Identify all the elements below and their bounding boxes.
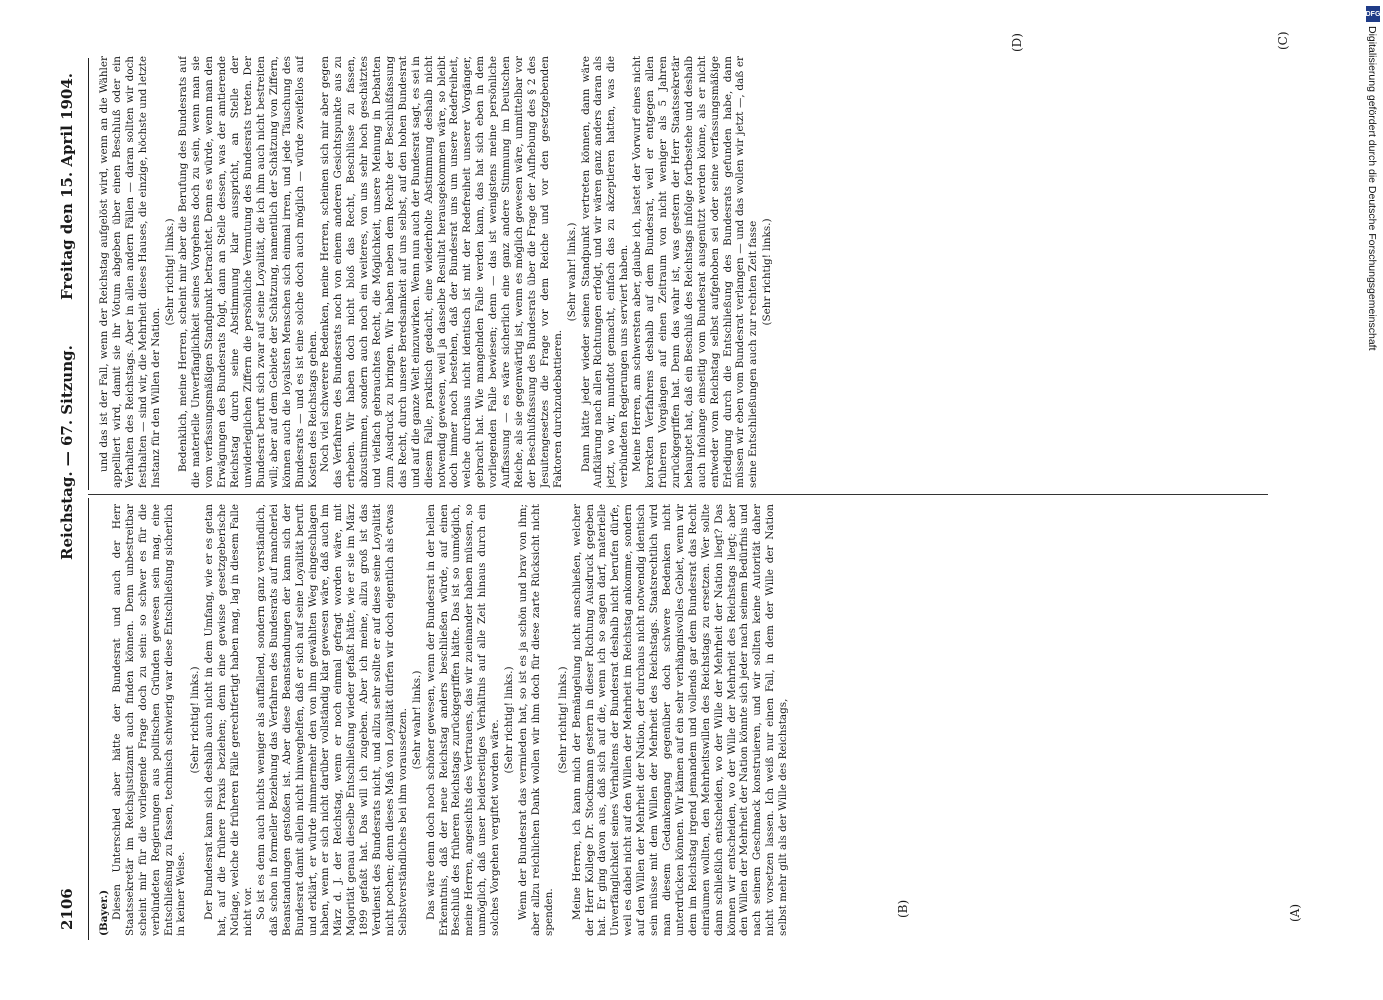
margin-mark-a: (A)	[1288, 903, 1302, 922]
interjection: (Sehr wahr! links.)	[565, 222, 578, 322]
dfg-logo-icon: DFG	[1366, 6, 1380, 22]
paragraph: Dann hätte jeder wieder seinen Standpunkt vertreten können, dann wäre Aufklärung nach allen Richtungen erfolgt, und wir wären ganz anders daran als jetzt, wo wir, mundtot gemacht, einfach das zu akzeptieren hatten, was die verbündeten Regierungen uns serviert haben.	[579, 56, 631, 488]
text-column-right	[98, 56, 1266, 488]
paragraph: Noch viel schwerere Bedenken, meine Herren, scheinen sich mir aber gegen das Verfahren des Bundesrats noch von einem anderen Gesichtspunkte aus zu erheben. Wir haben doch nicht bloß das Recht, Beschlüsse zu fassen, abzustimmen, sondern auch noch ein weiteres, von uns sehr hoch geschätztes und vielfach gebrauchtes Recht, die Möglichkeit, unsere Meinung in Debatten zum Ausdruck zu bringen. Wir haben neben dem Rechte der Beschlußfassung das Recht, durch unsere Beredsamkeit auf uns selbst, auf den hohen Bundesrat und auf die ganze Welt einzuwirken. Wenn nun auch der Bundesrat sagt, es sei in diesem Falle, praktisch gedacht, eine wiederholte Abstimmung deshalb nicht notwendig gewesen, weil ja dasselbe Resultat herausgekommen wäre, so bleibt doch immer noch bestehen, daß der Bundesrat uns um unsere Redefreiheit, welche durchaus nicht identisch ist mit der Redefreiheit unserer Vorgänger, gebracht hat. Wie mangelnden Falle werden kann, das hat sich eben in dem vorliegenden Falle bewiesen; denn — das ist wenigstens meine persönliche Auffassung — es wäre sicherlich eine ganz andere Stimmung im Deutschen Reiche, als sie gegenwärtig ist, wenn es möglich gewesen wäre, unmittelbar vor der Beschlußfassung des Bundesrats über die Frage der Aufhebung des § 2 des Jesuitengesetzes die Frage vor dem Reiche und vor den gesetzgebenden Faktoren durchzudebattieren.	[319, 56, 564, 488]
margin-mark-b: (B)	[896, 899, 910, 918]
interjection: (Sehr richtig! links.)	[556, 666, 569, 774]
column-divider	[88, 494, 1268, 495]
digitization-credit: Digitalisierung gefördert durch die Deutsche Forschungsgemeinschaft	[1366, 26, 1378, 351]
paragraph: und das ist der Fall, wenn der Reichstag aufgelöst wird, wenn an die Wähler appelliert wird, damit sie ihr Votum abgeben über einen Beschluß oder ein Verhalten des Reichstags. Aber in allen andern Fällen — daran sollten wir doch festhalten — sind wir, die Mehrheit dieses Hauses, die einzige, höchste und letzte Instanz für den Willen der Nation.	[98, 56, 162, 488]
paragraph: Meine Herren, am schwersten aber, glaube ich, lastet der Vorwurf eines nicht korrekten Verfahrens deshalb auf dem Bundesrat, weil er entgegen allen früheren Vorgängen auf einen Zeitraum von nicht weniger als 5 Jahren zurückgegriffen hat. Denn das wahr ist, was gestern der Herr Staatssekretär behauptet hat, daß ein Beschluß des Reichstags infolge fortbestehe und deshalb auch infolange einseitig vom Bundesrat ausgenützt werden könne, als er nicht entweder vom Reichstag selbst aufgehoben sei oder seine verfassungsmäßige Erledigung durch die Entschließung des Bundesrats gefunden habe, dann müssen wir eben vom Bundesrat verlangen — und das wollen wir jetzt —, daß er seine Entschließungen auch zur rechten Zeit fasse	[631, 56, 760, 488]
page-number: 2106	[58, 888, 76, 930]
paragraph: So ist es denn auch nichts weniger als auffallend, sondern ganz verständlich, daß schon in formeller Beziehung das Verfahren des Bundesrats auf mancherlei Beanstandungen gestoßen ist. Aber diese Beanstandungen der kann sich der Bundesrat damit allein nicht hinweghelfen, daß er sich auf seine Loyalität beruft und erklärt, er würde nimmermehr den von ihm gewählten Weg eingeschlagen haben, wenn er sich nicht darüber vollständig klar gewesen wäre, daß auch im März d. J. der Reichstag, wenn er noch einmal gefragt worden wäre, mit Majorität genau dieselbe Entschließung wieder gefaßt hätte, wie er sie im März 1899 gefaßt hat. Das will ich zugeben. Aber ich meine, allzu groß ist das Verdienst des Bundesrats nicht, und allzu sehr sollte er auf diese seine Loyalität nicht pochen; denn dieses Maß von Loyalität dürfen wir doch eigentlich als etwas Selbstverständliches bei ihm voraussetzen.	[254, 504, 409, 936]
paragraph: Der Bundesrat kann sich deshalb auch nicht in dem Umfang, wie er es getan hat, auf die frühere Praxis beziehen; denn eine gewisse gesetzgeberische Notlage, welche die früheren Fälle gerechtfertigt haben mag, lag in diesem Falle nicht vor.	[203, 504, 254, 936]
paragraph: Diesen Unterschied aber hätte der Bundesrat und auch der Herr Staatssekretär im Reichsjustizamt auch finden können. Denn unbestreitbar scheint mir für die vorliegende Frage doch zu sein: so schwer es für die verbündeten Regierungen aus politischen Gründen gewesen sein mag, eine Entschließung zu fassen, technisch schwierig war diese Entschließung sicherlich in keiner Weise.	[110, 504, 188, 936]
running-header-left: Reichstag. — 67. Sitzung.	[58, 345, 76, 560]
header-rule-right	[88, 58, 89, 490]
interjection: (Sehr richtig! links.)	[761, 218, 774, 326]
margin-mark-c: (C)	[1276, 31, 1290, 50]
margin-mark-d: (D)	[1010, 33, 1024, 52]
paragraph: Bedenklich, meine Herren, scheint mir aber die Berufung des Bundesrats auf die materielle Unverfänglichkeit seines Vorgehens doch zu sein, wenn man sie vom verfassungsmäßigen Standpunkt betrachtet. Denn es würde, wenn man den Erwägungen des Bundesrats folgt, dann an Stelle dessen, was der amtierende Reichstag durch seine Abstimmung klar ausspricht, an Stelle der unwiderleglichen Ziffern die persönliche Vermutung des Bundesrats treten. Der Bundesrat beruft sich zwar auf seine Loyalität, die ich ihm auch nicht bestreiten will; aber auf dem Gebiete der Schätzung, namentlich der Schätzung von Ziffern, können auch die loyalsten Menschen sich einmal irren, und jede Täuschung des Bundesrats — und es ist eine solche doch auch möglich — würde zweifellos auf Kosten des Reichstags gehen.	[177, 56, 319, 488]
text-column-left	[98, 504, 1266, 936]
paragraph: Das wäre denn doch noch schöner gewesen, wenn der Bundesrat in der hellen Erkenntnis, daß der neue Reichstag anders beschließen würde, auf einen Beschluß des früheren Reichstags zurückgegriffen hätte. Das ist so unmöglich, meine Herren, angesichts des Vertrauens, das wir zueinander haben müssen, so unmöglich, daß unser beiderseitiges Verhältnis auf alle Zeit hinaus durch ein solches Vorgehen vergiftet worden wäre.	[424, 504, 502, 936]
interjection: (Sehr richtig! links.)	[189, 666, 202, 774]
interjection: (Sehr richtig! links.)	[163, 218, 176, 326]
paragraph: Meine Herren, ich kann mich der Bemängelung nicht anschließen, welcher der Herr Kollege Dr. Stockmann gestern in dieser Richtung Ausdruck gegeben hat. Er ging davon aus, daß sich auf die, wenn ich so sagen darf, materielle Unverfänglichkeit seines Verhaltens der Bundesrat deshalb nicht berufen dürfe, weil es dabei nicht auf den Willen der Mehrheit im Reichstag ankomme, sondern auf den Willen der Mehrheit der Nation, der durchaus nicht notwendig identisch sein müsse mit dem Willen der Mehrheit des Reichstags. Staatsrechtlich wird man diesem Gedankengang gegenüber doch schwere Bedenken nicht unterdrücken können. Wir kämen auf ein sehr verhängnisvolles Gebiet, wenn wir dem im Reichstag irgend jemandem und vollends gar dem Bundesrat das Recht einräumen wollten, den Mehrheitswillen des Reichstags zu ersetzen. Wer sollte dann schließlich entscheiden, wo der Wille der Mehrheit der Nation liegt? Das können wir entscheiden, wo der Wille der Mehrheit des Reichstags liegt; aber den Willen der Mehrheit der Nation könnte sich jeder nach seinem Bedürfnis und nach seinem Geschmack konstruieren, und wir sollten keine Autorität daher nicht vorsetzen lassen. Ich weiß nur einen Fall, in dem der Wille der Nation selbst mehr gilt als der Wille des Reichstags,	[570, 504, 790, 936]
paragraph: Wenn der Bundesrat das vermieden hat, so ist es ja schön und brav von ihm; aber allzu reichlichen Dank wollen wir ihm doch für diese zarte Rücksicht nicht spenden.	[517, 504, 555, 936]
header-rule-left	[88, 498, 89, 940]
interjection: (Sehr wahr! links.)	[410, 670, 423, 770]
speaker-label: (Bayer.)	[98, 889, 110, 936]
running-header-right: Freitag den 15. April 1904.	[58, 73, 76, 300]
interjection: (Sehr richtig! links.)	[503, 666, 516, 774]
